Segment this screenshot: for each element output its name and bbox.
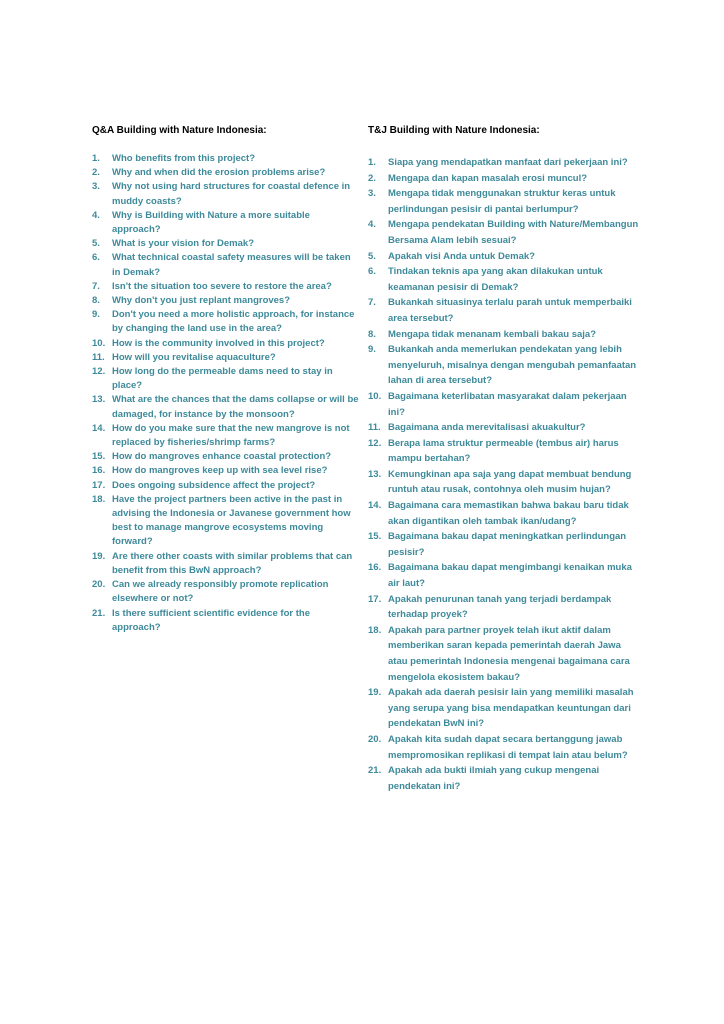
indonesian-question-item (368, 264, 640, 295)
question-text: Bukankah anda memerlukan pendekatan yang lebih menyeluruh, misalnya dengan mengubah pemanfaatan lahan di area tersebut? (388, 344, 637, 387)
question-number: 9. (368, 344, 376, 356)
question-number: 13. (368, 468, 382, 480)
question-number: 15. (92, 451, 106, 463)
english-question-item (92, 393, 360, 421)
question-text: Apakah visi Anda untuk Demak? (388, 250, 535, 262)
english-question-item (92, 578, 360, 606)
english-heading: Q&A Building with Nature Indonesia: (92, 125, 267, 136)
question-text: Why not using hard structures for coastal defence in muddy coasts? (112, 181, 351, 207)
question-number: 5. (92, 238, 100, 250)
question-text: Kemungkinan apa saja yang dapat membuat bendung runtuh atau rusak, contohnya oleh musim hujan? (388, 468, 632, 496)
english-qa-column (92, 124, 360, 635)
indonesian-question-item (368, 529, 640, 560)
english-question-item (92, 479, 360, 493)
question-number: 3. (368, 188, 376, 200)
question-text: Why is Building with Nature a more suitable approach? (112, 209, 310, 236)
indonesian-qa-column (368, 124, 640, 794)
english-question-item (92, 464, 360, 478)
english-question-item (92, 280, 360, 294)
english-question-item (92, 422, 360, 450)
question-number: 17. (368, 593, 382, 605)
question-number: 21. (92, 607, 106, 619)
question-text: Bukankah situasinya terlalu parah untuk memperbaiki area tersebut? (388, 297, 632, 324)
question-number: 7. (368, 297, 376, 309)
question-number: 8. (92, 295, 100, 307)
question-number: 9. (92, 309, 100, 321)
question-number: 21. (368, 765, 382, 777)
question-number: 4. (92, 209, 100, 221)
question-text: Why don't you just replant mangroves? (112, 295, 291, 307)
question-number: 16. (92, 465, 106, 477)
english-question-item (92, 365, 360, 393)
question-number: 14. (368, 500, 382, 512)
question-number: 4. (368, 219, 376, 231)
question-number: 17. (92, 479, 106, 491)
english-question-item (92, 209, 360, 237)
question-number: 19. (92, 550, 106, 562)
indonesian-question-item (368, 342, 640, 389)
question-text: What is your vision for Demak? (112, 238, 254, 250)
question-text: Mengapa dan kapan masalah erosi muncul? (388, 172, 588, 184)
question-number: 1. (92, 153, 100, 164)
indonesian-question-item (368, 685, 640, 732)
question-text: How will you revitalise aquaculture? (112, 351, 276, 363)
question-text: Bagaimana bakau dapat meningkatkan perlindungan pesisir? (388, 531, 627, 558)
question-text: Tindakan teknis apa yang akan dilakukan untuk keamanan pesisir di Demak? (388, 266, 603, 293)
indonesian-question-item (368, 420, 640, 436)
indonesian-question-item (368, 732, 640, 763)
indonesian-question-item (368, 623, 640, 685)
english-question-item (92, 337, 360, 351)
question-text: How do mangroves keep up with sea level rise? (112, 465, 328, 477)
question-text: Bagaimana cara memastikan bahwa bakau baru tidak akan digantikan oleh tambak ikan/udang? (388, 500, 629, 527)
question-text: Mengapa tidak menanam kembali bakau saja? (388, 328, 597, 340)
question-text: Siapa yang mendapatkan manfaat dari pekerjaan ini? (388, 157, 628, 168)
indonesian-question-item (368, 171, 640, 187)
question-text: Are there other coasts with similar problems that can benefit from this BwN approach? (112, 550, 353, 576)
indonesian-question-item (368, 295, 640, 326)
question-number: 6. (368, 266, 376, 278)
question-text: Isn't the situation too severe to restore the area? (112, 280, 332, 292)
indonesian-question-item (368, 560, 640, 591)
english-question-item (92, 152, 360, 166)
question-number: 14. (92, 422, 106, 434)
question-text: Apakah para partner proyek telah ikut aktif dalam memberikan saran kepada pemerintah daerah Jawa atau pemerintah Indonesia mengenai bagaimana cara mengelola ekosistem bakau? (388, 624, 630, 683)
indonesian-question-item (368, 217, 640, 248)
indonesian-question-item (368, 592, 640, 623)
english-question-item (92, 607, 360, 635)
question-number: 12. (368, 437, 382, 449)
question-number: 15. (368, 531, 382, 543)
question-text: Apakah ada daerah pesisir lain yang memiliki masalah yang serupa yang bisa mendapatkan keuntungan dari pendekatan BwN ini? (388, 687, 634, 730)
indonesian-heading: T&J Building with Nature Indonesia: (368, 125, 540, 136)
question-text: What technical coastal safety measures will be taken in Demak? (112, 252, 351, 278)
indonesian-question-list (368, 155, 640, 794)
english-question-item (92, 251, 360, 279)
question-text: Who benefits from this project? (112, 153, 256, 164)
indonesian-question-item (368, 389, 640, 420)
english-question-list (92, 152, 360, 635)
question-text: Have the project partners been active in the past in advising the Indonesia or Javanese government how best to manage mangrove ecosystems moving forward? (112, 493, 351, 548)
question-text: How is the community involved in this project? (112, 337, 325, 349)
indonesian-question-item (368, 249, 640, 265)
question-number: 13. (92, 394, 106, 406)
question-text: Is there sufficient scientific evidence for the approach? (112, 607, 310, 633)
question-number: 18. (92, 493, 106, 505)
english-question-item (92, 166, 360, 180)
question-text: Why and when did the erosion problems arise? (112, 167, 326, 179)
question-text: Apakah kita sudah dapat secara bertanggung jawab mempromosikan replikasi di tempat lain atau belum? (388, 733, 628, 761)
question-number: 12. (92, 366, 106, 378)
indonesian-question-item (368, 763, 640, 794)
question-number: 7. (92, 280, 100, 292)
english-question-item (92, 294, 360, 308)
question-number: 11. (368, 422, 381, 434)
question-number: 16. (368, 562, 382, 574)
english-question-item (92, 237, 360, 251)
question-text: Bagaimana anda merevitalisasi akuakultur? (388, 422, 586, 434)
question-number: 18. (368, 624, 382, 636)
question-text: Don't you need a more holistic approach, for instance by changing the land use in the area? (112, 309, 355, 335)
question-text: How do you make sure that the new mangrove is not replaced by fisheries/shrimp farms? (112, 422, 350, 449)
question-text: Berapa lama struktur permeable (tembus air) harus mampu bertahan? (388, 437, 619, 465)
question-text: Mengapa pendekatan Building with Nature/Membangun Bersama Alam lebih sesuai? (388, 219, 639, 246)
question-number: 2. (92, 167, 100, 179)
english-question-item (92, 351, 360, 365)
question-number: 20. (368, 733, 382, 745)
question-number: 11. (92, 351, 105, 363)
question-number: 10. (368, 390, 382, 402)
question-number: 2. (368, 172, 376, 184)
english-question-item (92, 450, 360, 464)
question-text: How long do the permeable dams need to stay in place? (112, 366, 333, 392)
indonesian-question-item (368, 467, 640, 498)
question-text: What are the chances that the dams collapse or will be damaged, for instance by the monsoon? (112, 394, 359, 420)
indonesian-question-item (368, 436, 640, 467)
indonesian-question-item (368, 186, 640, 217)
english-question-item (92, 493, 360, 550)
english-question-item (92, 180, 360, 208)
question-number: 20. (92, 579, 106, 591)
question-text: How do mangroves enhance coastal protection? (112, 451, 332, 463)
question-text: Apakah penurunan tanah yang terjadi berdampak terhadap proyek? (388, 593, 612, 621)
question-text: Does ongoing subsidence affect the project? (112, 479, 316, 491)
question-number: 19. (368, 687, 382, 699)
english-question-item (92, 308, 360, 336)
question-text: Bagaimana bakau dapat mengimbangi kenaikan muka air laut? (388, 562, 632, 590)
question-text: Apakah ada bukti ilmiah yang cukup mengenai pendekatan ini? (388, 765, 600, 792)
question-number: 5. (368, 250, 376, 262)
question-text: Bagaimana keterlibatan masyarakat dalam pekerjaan ini? (388, 390, 627, 418)
question-text: Can we already responsibly promote replication elsewhere or not? (112, 579, 329, 605)
question-number: 3. (92, 181, 100, 193)
question-number: 6. (92, 252, 100, 264)
question-number: 8. (368, 328, 376, 340)
question-text: Mengapa tidak menggunakan struktur keras untuk perlindungan pesisir di pantai berlumpur? (388, 188, 616, 215)
question-number: 10. (92, 337, 106, 349)
question-number: 1. (368, 157, 376, 168)
indonesian-question-item (368, 155, 640, 171)
indonesian-question-item (368, 327, 640, 343)
indonesian-question-item (368, 498, 640, 529)
english-question-item (92, 550, 360, 578)
